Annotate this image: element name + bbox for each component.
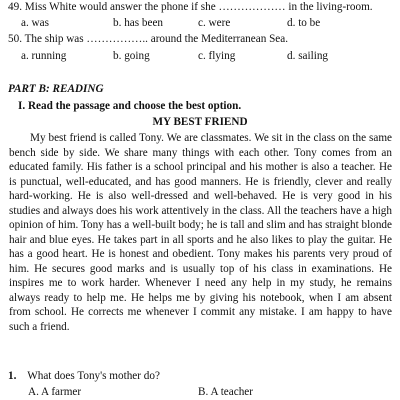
reading-question-1-option-a: A. A farmer — [28, 386, 82, 398]
reading-question-1-text: What does Tony's mother do? — [27, 370, 160, 382]
reading-question-1-option-b: B. A teacher — [198, 386, 253, 398]
reading-instruction: I. Read the passage and choose the best option. — [18, 100, 242, 112]
question-49-options — [0, 16, 400, 31]
reading-question-1-stem — [8, 369, 160, 384]
question-50-options — [0, 49, 400, 64]
question-50-option-d: d. sailing — [287, 50, 329, 62]
question-50-option-c: c. flying — [198, 50, 236, 62]
question-50-option-b: b. going — [113, 50, 150, 62]
question-49-option-b: b. has been — [113, 17, 164, 29]
reading-passage: My best friend is called Tony. We are classmates. We sit in the class on the same bench side by side. We share many things with each other. Tony comes from an educated family. His father is a school principal and his mother is also a teacher. He is punctual, well-educated, and has good manners. He is friendly, clever and really hard-working. He is also well-dressed and well-behaved. He is very good in his studies and always does his work attentively in the class. All the teachers have a high opinion of him. Tony has a well-built body; he is tall and slim and has straight blonde hair and blue eyes. He takes part in all sports and he also likes to play the guitar. He has a good heart. He is honest and obedient. Tony makes his parents very proud of him. He secures good marks and is usually top of his class in examinations. He inspires me to work harder. Whenever I need any help in my study, he remains always ready to help me. He helps me by giving his notebook, when I am absent from school. He corrects me whenever I commit any mistake. I am happy to have such a friend. — [9, 132, 392, 333]
question-50-option-a: a. running — [21, 50, 67, 62]
question-50-stem: 50. The ship was …………….. around the Mediterranean Sea. — [8, 33, 289, 45]
question-49-stem: 49. Miss White would answer the phone if she ……………… in the living-room. — [8, 1, 373, 13]
part-b-heading: PART B: READING — [8, 83, 104, 95]
reading-question-1-number: 1. — [8, 370, 17, 382]
question-49-option-a: a. was — [21, 17, 49, 29]
question-49-option-c: c. were — [198, 17, 231, 29]
reading-question-1-options — [0, 385, 400, 400]
passage-title: MY BEST FRIEND — [152, 116, 248, 128]
question-49-option-d: d. to be — [287, 17, 321, 29]
